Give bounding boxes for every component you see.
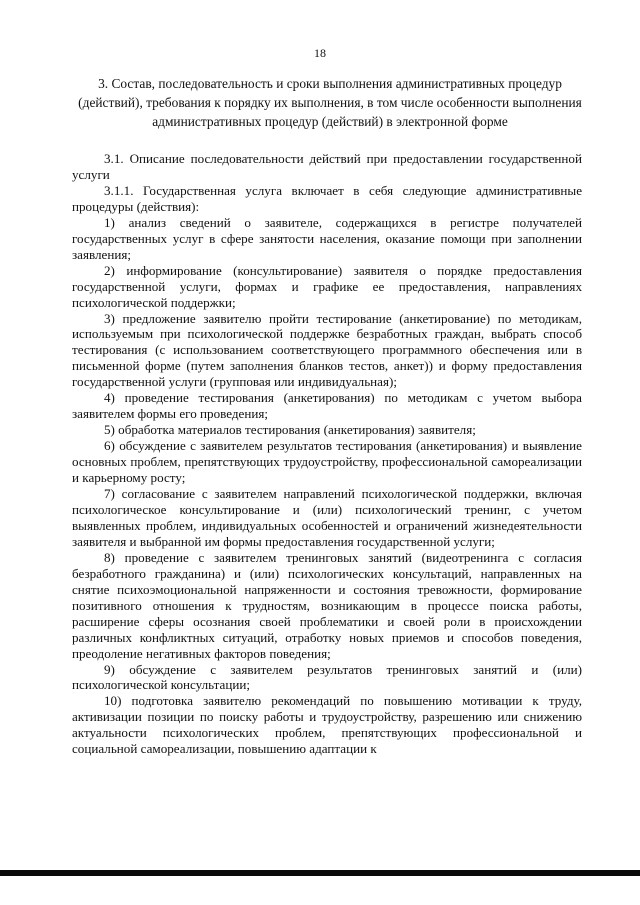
scan-bottom-border bbox=[0, 870, 640, 876]
list-item-3: 3) предложение заявителю пройти тестирование (анкетирование) по методикам, используемым при психологической поддержке безработных граждан, выбрать способ тестирования (с использованием соответствующего программного обеспечения или в письменной форме (путем заполнения бланков тестов, анкет)) и форму предоставления государственной услуги (групповая или индивидуальная); bbox=[72, 310, 582, 390]
list-item-1: 1) анализ сведений о заявителе, содержащихся в регистре получателей государственных услуг в сфере занятости населения, оказание помощи при заполнении заявления; bbox=[72, 214, 582, 262]
page-number: 18 bbox=[314, 46, 326, 60]
list-item-2: 2) информирование (консультирование) заявителя о порядке предоставления государственной услуги, формах и графике ее предоставления, направлениях психологической поддержки; bbox=[72, 262, 582, 310]
list-item-9: 9) обсуждение с заявителем результатов тренинговых занятий и (или) психологической консультации; bbox=[72, 661, 582, 693]
paragraph-3-1-1: 3.1.1. Государственная услуга включает в себя следующие административные процедуры (действия): bbox=[72, 182, 582, 214]
section-heading: 3. Состав, последовательность и сроки выполнения административных процедур (действий), требования к порядку их выполнения, в том числе особенности выполнения административных процедур (действий) в электронной форме bbox=[78, 76, 582, 129]
list-item-4: 4) проведение тестирования (анкетирования) по методикам с учетом выбора заявителем формы его проведения; bbox=[72, 390, 582, 422]
list-item-7: 7) согласование с заявителем направлений психологической поддержки, включая психологическое консультирование и (или) психологический тренинг, с учетом выявленных проблем, индивидуальных особенностей и ограничений жизнедеятельности заявителя и выбранной им формы предоставления государственной услуги; bbox=[72, 486, 582, 549]
document-body bbox=[72, 151, 582, 757]
paragraph-3-1: 3.1. Описание последовательности действий при предоставлении государственной услуги bbox=[72, 151, 582, 182]
list-item-10: 10) подготовка заявителю рекомендаций по повышению мотивации к труду, активизации позиции по поиску работы и трудоустройству, разрешению или снижению актуальности психологических проблем, препятствующих профессиональной и социальной самореализации, повышению адаптации к bbox=[72, 693, 582, 757]
list-item-8: 8) проведение с заявителем тренинговых занятий (видеотренинга с согласия безработного гражданина) и (или) психологических консультаций, направленных на снятие психоэмоциональной напряженности и состояния тревожности, формирование позитивного отношения к трудностям, возникающим в процессе поиска работы, расширение сферы осознания своей проблематики и своей роли в происхождении различных конфликтных ситуаций, отработку новых приемов и способов поведения, преодоление негативных факторов поведения; bbox=[72, 549, 582, 661]
list-item-5: 5) обработка материалов тестирования (анкетирования) заявителя; bbox=[104, 422, 476, 438]
list-item-6: 6) обсуждение с заявителем результатов тестирования (анкетирования) и выявление основных проблем, препятствующих трудоустройству, профессиональной самореализации и карьерному росту; bbox=[72, 438, 582, 486]
